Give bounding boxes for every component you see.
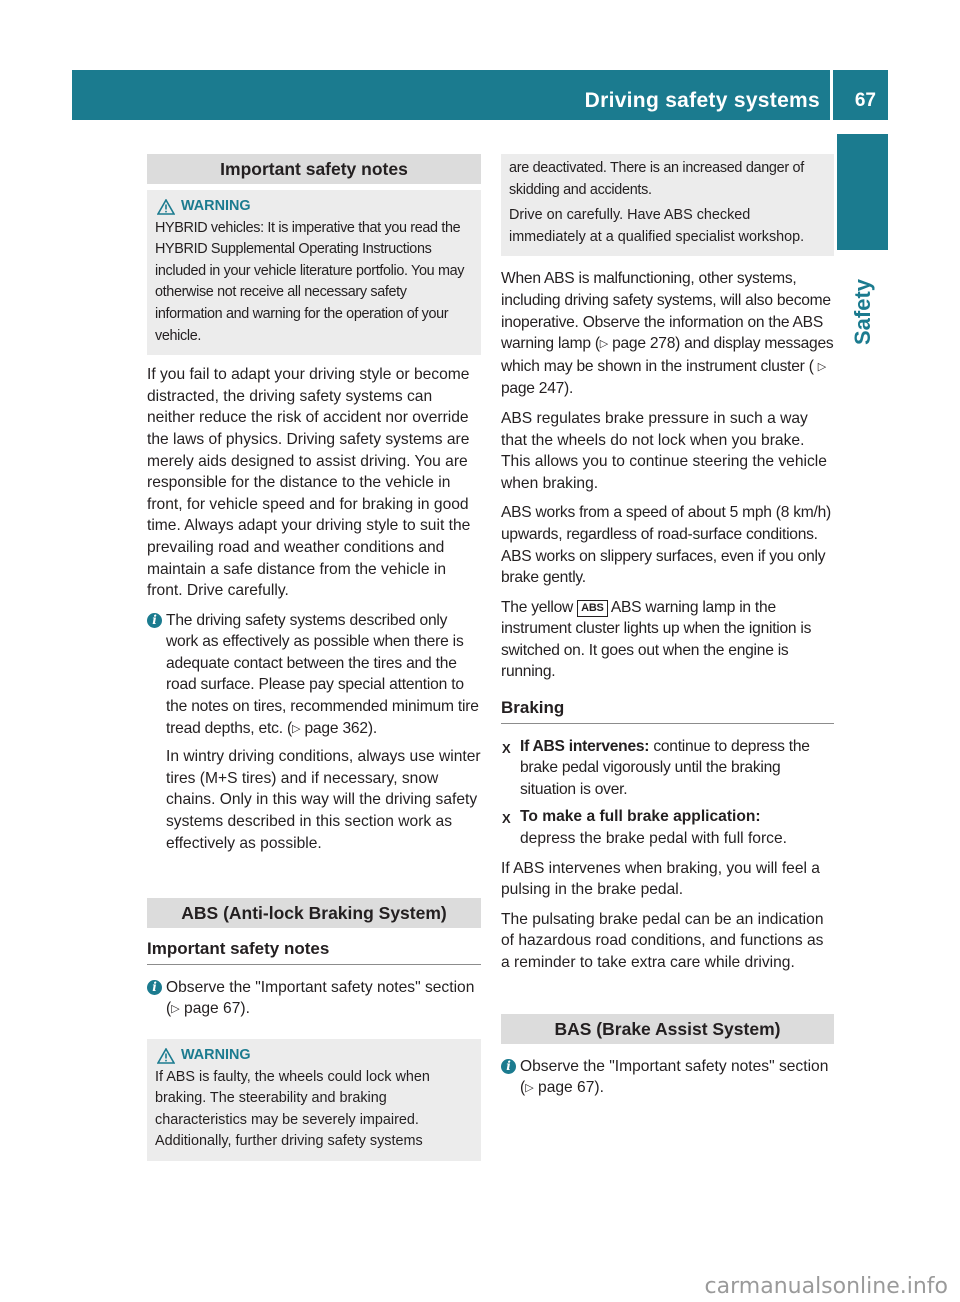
section-title-abs: ABS (Anti-lock Braking System)	[147, 898, 481, 928]
info-icon: i	[501, 1059, 516, 1074]
page-reference-link[interactable]: page 247).	[501, 380, 574, 398]
watermark: carmanualsonline.info	[704, 1274, 948, 1300]
abs-warning-lamp-icon: ABS	[577, 600, 607, 617]
section-title-important-safety-notes: Important safety notes	[147, 154, 481, 184]
info-icon: i	[147, 980, 162, 995]
step-item: X If ABS intervenes: continue to depress the brake pedal vigorously until the braking situation is over.	[502, 737, 810, 798]
header-divider	[830, 70, 833, 120]
subheading-important-safety-notes: Important safety notes	[147, 938, 481, 965]
warning-box-hybrid	[147, 190, 481, 355]
warning-heading: WARNING	[155, 1045, 473, 1067]
side-label	[841, 262, 885, 362]
paragraph: If ABS intervenes when braking, you will feel a pulsing in the brake pedal.	[501, 859, 820, 899]
paragraph: The pulsating brake pedal can be an indication of hazardous road conditions, and functions as a reminder to take extra care while driving.	[501, 910, 824, 971]
step-marker-icon: X	[502, 811, 511, 827]
cross-reference-arrow-icon: ▷	[817, 360, 826, 373]
cross-reference-arrow-icon: ▷	[292, 722, 301, 735]
info-note: i The driving safety systems described only work as effectively as possible when there is adequate contact between the tires and the road surface. Please pay special attention to the notes on tires, recommended minimum tire tread depths, etc. (▷ page 362). In wintry driving conditions, always use winter tires (M+S tires) and if necessary, snow chains. Only in this way will the driving safety systems described in this section work as effectively as possible.	[147, 610, 481, 855]
cross-reference-arrow-icon: ▷	[599, 338, 608, 351]
section-title-bas: BAS (Brake Assist System)	[501, 1014, 834, 1044]
page-reference-link[interactable]: page 278) and display messages which may be shown in the instrument cluster (	[501, 335, 834, 375]
cross-reference-arrow-icon: ▷	[171, 1003, 180, 1016]
right-column	[501, 154, 834, 1100]
page-reference-link[interactable]: page 362).	[304, 719, 378, 737]
warning-heading: WARNING	[155, 196, 473, 218]
paragraph: If you fail to adapt your driving style or become distracted, the driving safety systems can neither reduce the risk of accident nor override the laws of physics. Driving safety systems are merely aids designed to assist driving. You are responsible for the distance to the vehicle in front, for vehicle speed and for braking in good time. Always adapt your driving style to suit the prevailing road and weather conditions and maintain a safe distance from the vehicle in front. Drive carefully.	[147, 366, 471, 600]
info-icon: i	[147, 613, 162, 628]
warning-triangle-icon	[157, 1048, 175, 1064]
paragraph: ABS works from a speed of about 5 mph (8 km/h) upwards, regardless of road-surface conditions. ABS works on slippery surfaces, even if you only brake gently.	[501, 504, 831, 587]
warning-text: If ABS is faulty, the wheels could lock when braking. The steerability and braking characteristics may be severely impaired. Additionally, further driving safety systems	[155, 1068, 430, 1150]
warning-text: Drive on carefully. Have ABS checked immediately at a qualified specialist workshop.	[509, 207, 805, 245]
info-note: i Observe the "Important safety notes" section (▷ page 67).	[501, 1056, 834, 1100]
warning-box-continued	[501, 154, 834, 256]
paragraph: When ABS is malfunctioning, other systems, including driving safety systems, will also become inoperative. Observe the information on the ABS warning lamp (▷ page 278) and display messages which may be shown in the instrument cluster ( ▷ page 247).	[501, 270, 834, 398]
subheading-braking: Braking	[501, 697, 834, 724]
warning-text: HYBRID vehicles: It is imperative that you read the HYBRID Supplemental Operating Instructions included in your vehicle literature portfolio. You may otherwise not receive all necessary safety information and warning for the operation of your vehicle.	[155, 219, 465, 344]
header-bar	[72, 70, 888, 120]
warning-triangle-icon	[157, 199, 175, 215]
step-marker-icon: X	[502, 740, 511, 756]
paragraph: The yellow ABS ABS warning lamp in the instrument cluster lights up when the ignition is switched on. It goes out when the engine is running.	[501, 598, 812, 681]
page-reference-link[interactable]: page 67).	[538, 1079, 604, 1097]
warning-box-abs	[147, 1039, 481, 1161]
side-tab-marker	[837, 134, 888, 250]
page-reference-link[interactable]: page 67).	[184, 1000, 250, 1018]
step-item: X To make a full brake application: depress the brake pedal with full force.	[502, 808, 787, 848]
chapter-title: Driving safety systems	[584, 89, 820, 112]
page-number: 67	[854, 90, 876, 111]
left-column	[147, 154, 481, 1161]
side-label-text: Safety	[850, 278, 876, 346]
cross-reference-arrow-icon: ▷	[525, 1082, 534, 1095]
paragraph: ABS regulates brake pressure in such a way that the wheels do not lock when you brake. This allows you to continue steering the vehicle when braking.	[501, 409, 827, 492]
warning-text: are deactivated. There is an increased danger of skidding and accidents.	[509, 160, 804, 198]
info-note: i Observe the "Important safety notes" section (▷ page 67).	[147, 977, 481, 1021]
